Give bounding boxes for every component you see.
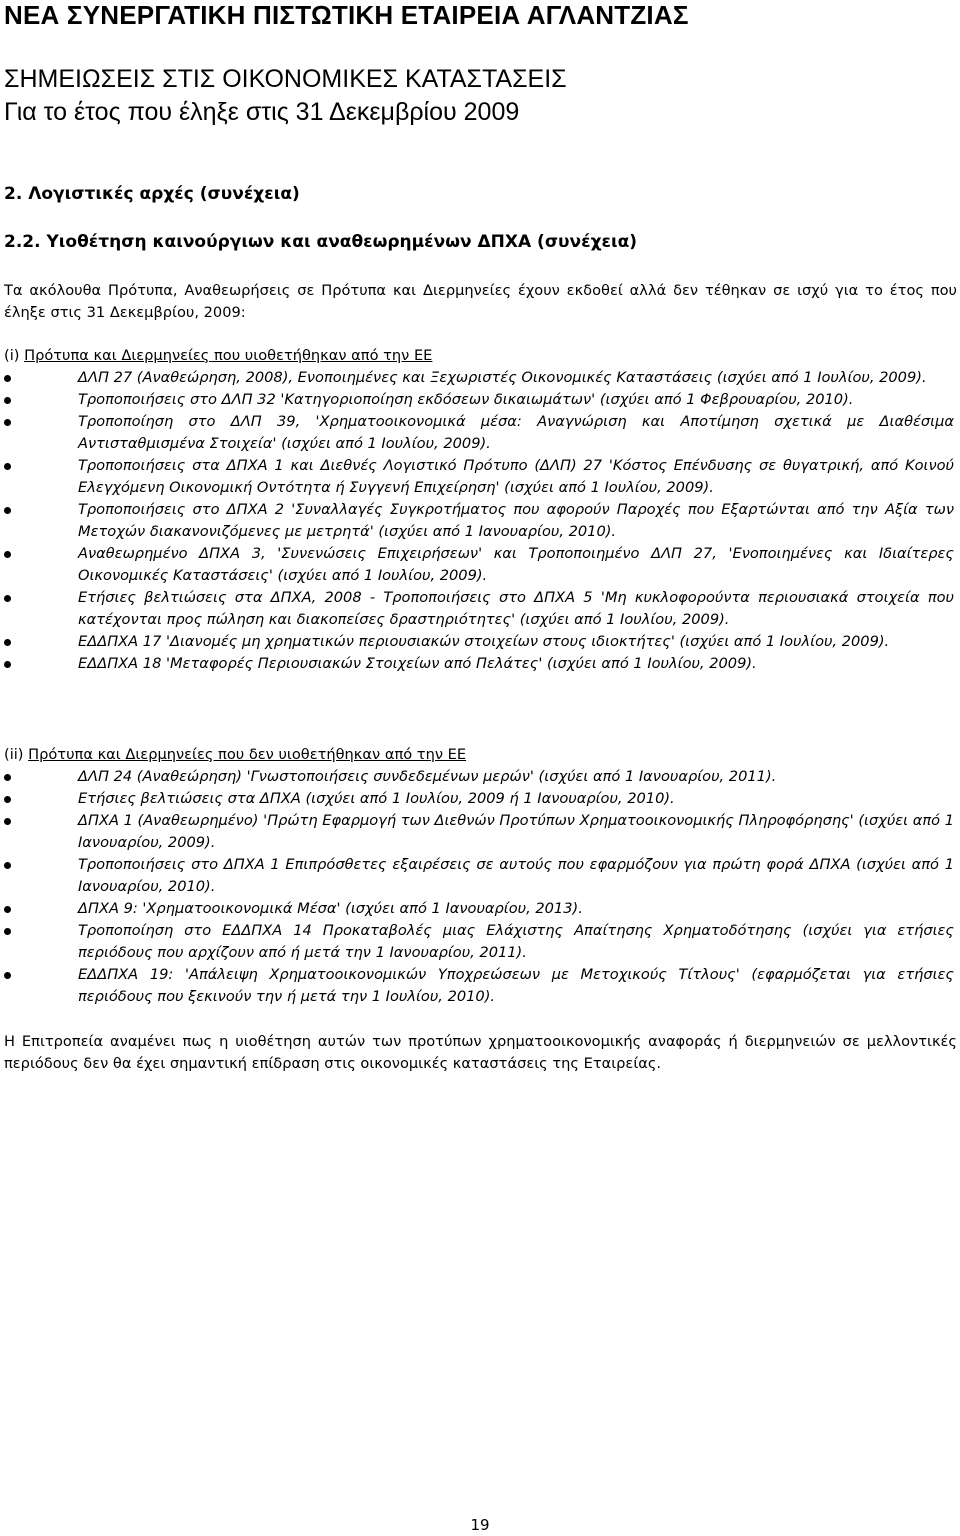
- group-prefix: (i): [4, 347, 20, 364]
- bullet-icon: [4, 928, 11, 935]
- list-item-text: Τροποποιήσεις στα ΔΠΧΑ 1 και Διεθνές Λογιστικό Πρότυπο (ΔΛΠ) 27 'Κόστος Επένδυσης σε θυγατρική, από Κοινού Ελεγχόμενη Οικονομική Οντότητα ή Συγγενή Επιχείρηση' (ισχύει από 1 Ιουλίου, 2009).: [78, 457, 954, 496]
- intro-paragraph: Τα ακόλουθα Πρότυπα, Αναθεωρήσεις σε Πρότυπα και Διερμηνείες έχουν εκδοθεί αλλά δεν τέθηκαν σε ισχύ για το έτος που έληξε στις 31 Δεκεμβρίου, 2009:: [4, 282, 957, 321]
- list-item-text: ΔΠΧΑ 9: 'Χρηματοοικονομικά Μέσα' (ισχύει από 1 Ιανουαρίου, 2013).: [78, 900, 583, 917]
- list-item: [4, 587, 954, 631]
- group-title-text: Πρότυπα και Διερμηνείες που υιοθετήθηκαν από την ΕΕ: [24, 347, 433, 364]
- section-heading: 2. Λογιστικές αρχές (συνέχεια): [4, 184, 300, 204]
- list-item-text: ΕΔΔΠΧΑ 19: 'Απάλειψη Χρηματοοικονομικών Υποχρεώσεων με Μετοχικούς Τίτλους' (εφαρμόζεται για ετήσιες περιόδους που ξεκινούν την ή μετά την 1 Ιουλίου, 2010).: [78, 966, 954, 1005]
- list-item-text: Τροποποιήσεις στο ΔΠΧΑ 1 Επιπρόσθετες εξαιρέσεις σε αυτούς που εφαρμόζουν για πρώτη φορά ΔΠΧΑ (ισχύει από 1 Ιανουαρίου, 2010).: [78, 856, 954, 895]
- list-item: [4, 389, 954, 411]
- list-item: [4, 499, 954, 543]
- bullet-icon: [4, 397, 11, 404]
- list-item: [4, 631, 954, 653]
- group-prefix: (ii): [4, 746, 24, 763]
- list-item-text: Αναθεωρημένο ΔΠΧΑ 3, 'Συνενώσεις Επιχειρήσεων' και Τροποποιημένο ΔΛΠ 27, 'Ενοποιημένες και Ιδιαίτερες Οικονομικές Καταστάσεις' (ισχύει από 1 Ιουλίου, 2009).: [78, 545, 954, 584]
- list-item-text: ΔΠΧΑ 1 (Αναθεωρημένο) 'Πρώτη Εφαρμογή των Διεθνών Προτύπων Χρηματοοικονομικής Πληροφόρησης' (ισχύει από 1 Ιανουαρίου, 2009).: [78, 812, 955, 851]
- list-item: [4, 411, 954, 455]
- bullet-icon: [4, 551, 11, 558]
- list-item-text: Τροποποίηση στο ΕΔΔΠΧΑ 14 Προκαταβολές μιας Ελάχιστης Απαίτησης Χρηματοδότησης (ισχύει για ετήσιες περιόδους που αρχίζουν από ή μετά την 1 Ιανουαρίου, 2011).: [78, 922, 954, 961]
- list-item-text: Ετήσιες βελτιώσεις στα ΔΠΧΑ, 2008 - Τροποποιήσεις στο ΔΠΧΑ 5 'Μη κυκλοφορούντα περιουσιακά στοιχεία που κατέχονται προς πώληση και διακοπείσες δραστηριότητες' (ισχύει από 1 Ιουλίου, 2009).: [78, 589, 954, 628]
- list-item: [4, 898, 954, 920]
- list-item-text: ΕΔΔΠΧΑ 17 'Διανομές μη χρηματικών περιουσιακών στοιχείων στους ιδιοκτήτες' (ισχύει από 1 Ιουλίου, 2009).: [78, 633, 890, 650]
- list-item: [4, 653, 954, 675]
- list-item: [4, 854, 954, 898]
- list-item-text: ΔΛΠ 27 (Αναθεώρηση, 2008), Ενοποιημένες και Ξεχωριστές Οικονομικές Καταστάσεις (ισχύει από 1 Ιουλίου, 2009).: [78, 369, 927, 386]
- bullet-icon: [4, 972, 11, 979]
- notes-title: ΣΗΜΕΙΩΣΕΙΣ ΣΤΙΣ ΟΙΚΟΝΟΜΙΚΕΣ ΚΑΤΑΣΤΑΣΕΙΣ: [4, 65, 567, 93]
- list-item: [4, 920, 954, 964]
- bullet-icon: [4, 818, 11, 825]
- bullet-icon: [4, 639, 11, 646]
- list-item-text: Τροποποιήσεις στο ΔΛΠ 32 'Κατηγοριοποίηση εκδόσεων δικαιωμάτων' (ισχύει από 1 Φεβρουαρίου, 2010).: [78, 391, 854, 408]
- list-item: [4, 367, 954, 389]
- list-item-text: ΔΛΠ 24 (Αναθεώρηση) 'Γνωστοποιήσεις συνδεδεμένων μερών' (ισχύει από 1 Ιανουαρίου, 2011).: [78, 768, 777, 785]
- bullet-icon: [4, 862, 11, 869]
- list-item: [4, 455, 954, 499]
- bullet-icon: [4, 419, 11, 426]
- bullet-icon: [4, 906, 11, 913]
- closing-paragraph: Η Επιτροπεία αναμένει πως η υιοθέτηση αυτών των προτύπων χρηματοοικονομικής αναφοράς ή διερμηνειών σε μελλοντικές περιόδους δεν θα έχει σημαντική επίδραση στις οικονομικές καταστάσεις της Εταιρείας.: [4, 1033, 957, 1072]
- list-item: [4, 810, 954, 854]
- group-title: [4, 744, 954, 766]
- subsection-heading: 2.2. Υιοθέτηση καινούργιων και αναθεωρημένων ΔΠΧΑ (συνέχεια): [4, 232, 638, 252]
- not-adopted-standards-group: [4, 744, 954, 1008]
- list-item: [4, 543, 954, 587]
- group-title: [4, 345, 954, 367]
- adopted-standards-list: [4, 367, 954, 675]
- bullet-icon: [4, 463, 11, 470]
- bullet-icon: [4, 774, 11, 781]
- group-title-text: Πρότυπα και Διερμηνείες που δεν υιοθετήθηκαν από την ΕΕ: [28, 746, 467, 763]
- company-name: ΝΕΑ ΣΥΝΕΡΓΑΤΙΚΗ ΠΙΣΤΩΤΙΚΗ ΕΤΑΙΡΕΙΑ ΑΓΛΑΝΤΖΙΑΣ: [4, 0, 689, 30]
- bullet-icon: [4, 507, 11, 514]
- bullet-icon: [4, 595, 11, 602]
- list-item-text: Ετήσιες βελτιώσεις στα ΔΠΧΑ (ισχύει από 1 Ιουλίου, 2009 ή 1 Ιανουαρίου, 2010).: [78, 790, 675, 807]
- not-adopted-standards-list: [4, 766, 954, 1008]
- bullet-icon: [4, 375, 11, 382]
- list-item-text: ΕΔΔΠΧΑ 18 'Μεταφορές Περιουσιακών Στοιχείων από Πελάτες' (ισχύει από 1 Ιουλίου, 2009).: [78, 655, 757, 672]
- list-item: [4, 788, 954, 810]
- list-item-text: Τροποποιήσεις στο ΔΠΧΑ 2 'Συναλλαγές Συγκροτήματος που αφορούν Παροχές που Εξαρτώνται από την Αξία των Μετοχών διακανονιζόμενες με μετρητά' (ισχύει από 1 Ιανουαρίου, 2010).: [78, 501, 954, 540]
- page-number: 19: [470, 1516, 490, 1534]
- bullet-icon: [4, 796, 11, 803]
- list-item: [4, 766, 954, 788]
- bullet-icon: [4, 661, 11, 668]
- list-item: [4, 964, 954, 1008]
- list-item-text: Τροποποίηση στο ΔΛΠ 39, 'Χρηματοοικονομικά μέσα: Αναγνώριση και Αποτίμηση σχετικά με Διαθέσιμα Αντισταθμισμένα Στοιχεία' (ισχύει από 1 Ιουλίου, 2009).: [78, 413, 954, 452]
- adopted-standards-group: [4, 345, 954, 675]
- reporting-period: Για το έτος που έληξε στις 31 Δεκεμβρίου 2009: [4, 98, 520, 126]
